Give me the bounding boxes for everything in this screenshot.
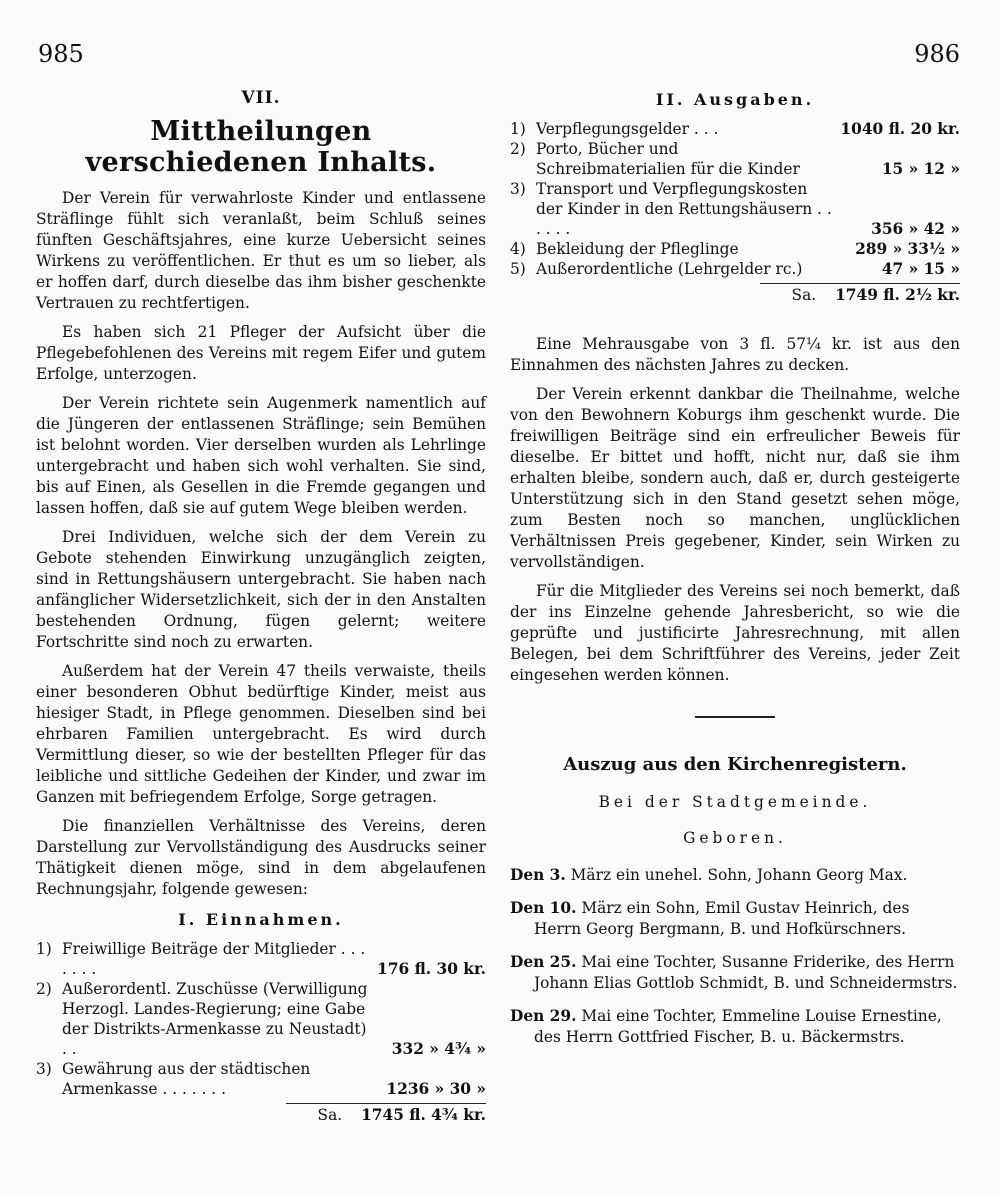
page-number-right: 986: [914, 40, 960, 68]
section-title: Mittheilungen verschiedenen Inhalts.: [85, 116, 437, 178]
register-title: Auszug aus den Kirchenregistern.: [563, 754, 907, 775]
income-heading: I. Einnahmen.: [178, 910, 344, 929]
item-number: 3): [510, 180, 526, 198]
right-page-column: [510, 86, 960, 1060]
section-number: VII.: [241, 88, 281, 108]
item-amount: 1236 » 30 »: [386, 1080, 486, 1098]
sum-value: 1745 fl. 4¾ kr.: [361, 1106, 486, 1124]
item-number: 2): [510, 140, 526, 158]
paragraph: Drei Individuen, welche sich der dem Verein zu Gebote stehenden Einwirkung unzugänglich zeigten, sind in Rettungshäusern untergebracht. Sie haben nach anfänglicher Widersetzlichkeit, sich der in den Anstalten bestehenden Ordnung, fügen gelernt; weitere Fortschritte sind noch zu erwarten.: [36, 528, 486, 651]
expenses-table: [510, 119, 960, 279]
sum-rule: [286, 1103, 486, 1104]
expense-row: [510, 239, 960, 259]
birth-entry: [510, 1006, 960, 1048]
entry-date: Den 3.: [510, 866, 566, 884]
sum-label: Sa.: [317, 1106, 343, 1124]
entry-date: Den 29.: [510, 1007, 577, 1025]
item-amount: 289 » 33½ »: [855, 240, 960, 258]
item-number: 4): [510, 240, 526, 258]
entry-text: Mai eine Tochter, Emmeline Louise Ernestine, des Herrn Gottfried Fischer, B. u. Bäckermstrs.: [534, 1007, 942, 1046]
item-amount: 15 » 12 »: [881, 160, 960, 178]
income-sum: [36, 1106, 486, 1124]
item-amount: 1040 fl. 20 kr.: [840, 120, 960, 138]
births-heading: Geboren.: [683, 829, 787, 847]
item-amount: 356 » 42 »: [871, 220, 960, 238]
birth-entry: [510, 952, 960, 994]
item-number: 5): [510, 260, 526, 278]
paragraph: Außerdem hat der Verein 47 theils verwaiste, theils einer besonderen Obhut bedürftige Kinder, meist aus hiesiger Stadt, in Pflege genommen. Dieselben sind bei ehrbaren Familien untergebracht. Es wird durch Vermittlung dieser, so wie der bestellten Pfleger für das leibliche und sittliche Gedeihen der Kinder, und zwar im Ganzen mit befriegendem Erfolge, Sorge getragen.: [36, 662, 486, 806]
item-text: Bekleidung der Pfleglinge: [536, 240, 739, 258]
item-amount: 47 » 15 »: [881, 260, 960, 278]
item-text: Freiwillige Beiträge der Mitglieder . . . . . . .: [62, 940, 366, 978]
income-row: [36, 1059, 486, 1099]
sum-value: 1749 fl. 2½ kr.: [835, 286, 960, 304]
expenses-heading: II. Ausgaben.: [655, 90, 815, 109]
expense-row: [510, 139, 960, 179]
expenses-sum: [510, 286, 960, 304]
item-text: Transport und Verpflegungskosten der Kinder in den Rettungshäusern . . . . . .: [536, 180, 832, 238]
section-divider: [695, 716, 775, 718]
entry-text: März ein Sohn, Emil Gustav Heinrich, des Herrn Georg Bergmann, B. und Hofkürschners.: [534, 899, 910, 938]
item-number: 1): [510, 120, 526, 138]
entry-text: Mai eine Tochter, Susanne Friderike, des Herrn Johann Elias Gottlob Schmidt, B. und Schneidermstrs.: [534, 953, 958, 992]
item-amount: 176 fl. 30 kr.: [377, 960, 486, 978]
page-number-left: 985: [38, 40, 84, 68]
item-text: Gewährung aus der städtischen Armenkasse . . . . . . .: [62, 1060, 311, 1098]
parish-heading: Bei der Stadtgemeinde.: [598, 793, 872, 811]
entry-text: März ein unehel. Sohn, Johann Georg Max.: [570, 866, 908, 884]
paragraph: Die finanziellen Verhältnisse des Vereins, deren Darstellung zur Vervollständigung des Ausdrucks seiner Thätigkeit dienen möge, sind in dem abgelaufenen Rechnungsjahr, folgende gewesen:: [36, 817, 486, 898]
entry-date: Den 10.: [510, 899, 577, 917]
income-row: [36, 939, 486, 979]
income-table: [36, 939, 486, 1099]
item-number: 2): [36, 980, 52, 998]
income-row: [36, 979, 486, 1059]
paragraph: Für die Mitglieder des Vereins sei noch bemerkt, daß der ins Einzelne gehende Jahresbericht, so wie die geprüfte und justificirte Jahresrechnung, mit allen Belegen, bei dem Schriftführer des Vereins, jeder Zeit eingesehen werden können.: [510, 582, 960, 684]
entry-date: Den 25.: [510, 953, 577, 971]
paragraph: Der Verein richtete sein Augenmerk namentlich auf die Jüngeren der entlassenen Sträflinge; sein Bemühen ist belohnt worden. Vier derselben wurden als Lehrlinge untergebracht und haben sich wohl verhalten. Sie sind, bis auf Einen, als Gesellen in die Fremde gegangen und lassen hoffen, daß sie auf gutem Wege bleiben werden.: [36, 394, 486, 517]
expense-row: [510, 259, 960, 279]
item-text: Außerordentl. Zuschüsse (Verwilligung Herzogl. Landes-Regierung; eine Gabe der Distrikts-Armenkasse zu Neustadt) . .: [62, 980, 368, 1058]
paragraph: Der Verein erkennt dankbar die Theilnahme, welche von den Bewohnern Koburgs ihm geschenkt wurde. Die freiwilligen Beiträge sind ein erfreulicher Beweis für dieselbe. Er bittet und hofft, nicht nur, daß sie ihm erhalten bleibe, sondern auch, daß er, durch gesteigerte Unterstützung sich in den Stand gesetzt sehen möge, zum Besten noch so manchen, unglücklichen Verhältnissen Preis gegebener, Kinder, sein Wirken zu vervollständigen.: [510, 385, 960, 571]
item-number: 1): [36, 940, 52, 958]
birth-entry: [510, 865, 960, 886]
paragraph: Der Verein für verwahrloste Kinder und entlassene Sträflinge fühlt sich veranlaßt, beim Schluß seines fünften Geschäftsjahres, eine kurze Uebersicht seines Wirkens zu veröffentlichen. Er thut es um so lieber, als er hoffen darf, durch dieselbe das ihm bisher geschenkte Vertrauen zu rechtfertigen.: [36, 189, 486, 312]
paragraph: Eine Mehrausgabe von 3 fl. 57¼ kr. ist aus den Einnahmen des nächsten Jahres zu decken.: [510, 335, 960, 374]
item-text: Außerordentliche (Lehrgelder rc.): [536, 260, 803, 278]
expense-row: [510, 179, 960, 239]
birth-entry: [510, 898, 960, 940]
paragraph: Es haben sich 21 Pfleger der Aufsicht über die Pflegebefohlenen des Vereins mit regem Eifer und gutem Erfolge, unterzogen.: [36, 323, 486, 383]
left-page-column: [36, 86, 486, 1124]
expense-row: [510, 119, 960, 139]
item-number: 3): [36, 1060, 52, 1078]
item-text: Porto, Bücher und Schreibmaterialien für die Kinder: [536, 140, 800, 178]
item-text: Verpflegungsgelder . . .: [536, 120, 719, 138]
item-amount: 332 » 4¾ »: [391, 1040, 486, 1058]
sum-label: Sa.: [791, 286, 817, 304]
sum-rule: [760, 283, 960, 284]
